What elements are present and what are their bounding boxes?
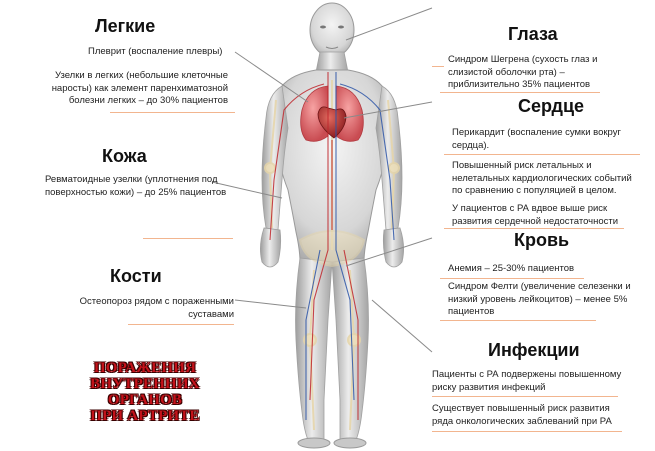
neck (316, 52, 348, 72)
skin-title: Кожа (102, 146, 147, 166)
infections-underline-2 (432, 431, 622, 432)
banner-line-2: ВНУТРЕННИХ ОРГАНОВ (90, 376, 200, 408)
eyes-underline (432, 66, 444, 67)
banner-heading (55, 360, 235, 424)
right-foot (334, 438, 366, 448)
head (310, 3, 354, 57)
infections-item-oncology: Существует повышенный риск развития ряда онкологических заблеваний при РА (432, 403, 612, 427)
skin-item-nodules: Ревматоидные узелки (уплотнения под поверхностью кожи) – до 25% пациентов (45, 174, 227, 198)
bones-item-osteoporosis: Остеопороз рядом с пораженными суставами (79, 296, 234, 320)
eyes-title: Глаза (508, 24, 558, 44)
heart-item-heart-failure: У пациентов с РА вдвое выше риск развития сердечной недостаточности (452, 203, 619, 227)
eyes-underline-bottom (440, 92, 600, 93)
eyes-item-sjogren: Синдром Шегрена (сухость глаз и слизистой оболочки рта) – приблизительно 35% пациентов (448, 54, 598, 90)
blood-underline-2 (440, 320, 596, 321)
blood-title: Кровь (514, 230, 570, 250)
lungs-item-nodules: Узелки в легких (небольшие клеточные наросты) как элемент паренхиматозной болезни легких – до 30% пациентов (51, 70, 228, 106)
lungs-item-pleurisy: Плеврит (воспаление плевры) (88, 46, 223, 57)
heart-underline-2 (444, 228, 624, 229)
blood-underline-1 (440, 278, 584, 279)
bones-title: Кости (110, 266, 162, 286)
lungs-underline (110, 112, 235, 113)
skin-underline (143, 238, 233, 239)
left-foot (298, 438, 330, 448)
infections-title: Инфекции (488, 340, 580, 360)
lungs-title: Легкие (95, 16, 156, 36)
heart-underline-1 (444, 154, 640, 155)
infections-item-risk: Пациенты с РА подвержены повышенному риску развития инфекций (432, 369, 622, 393)
heart-title: Сердце (518, 96, 585, 116)
infections-underline-1 (432, 396, 618, 397)
bones-underline (128, 324, 234, 325)
blood-item-felty: Синдром Фелти (увеличение селезенки и низкий уровень лейкоцитов) – менее 5% пациентов (448, 281, 631, 317)
banner-line-1: ПОРАЖЕНИЯ (93, 360, 197, 376)
banner-line-3: ПРИ АРТРИТЕ (90, 408, 200, 424)
heart-item-pericarditis: Перикардит (воспаление сумки вокруг сердца). (452, 127, 621, 151)
blood-item-anemia: Анемия – 25-30% пациентов (448, 263, 575, 274)
heart-item-cardio-risk: Повышенный риск летальных и нелетальных кардиологических событий по сравнению с популяцией в целом. (452, 160, 632, 196)
